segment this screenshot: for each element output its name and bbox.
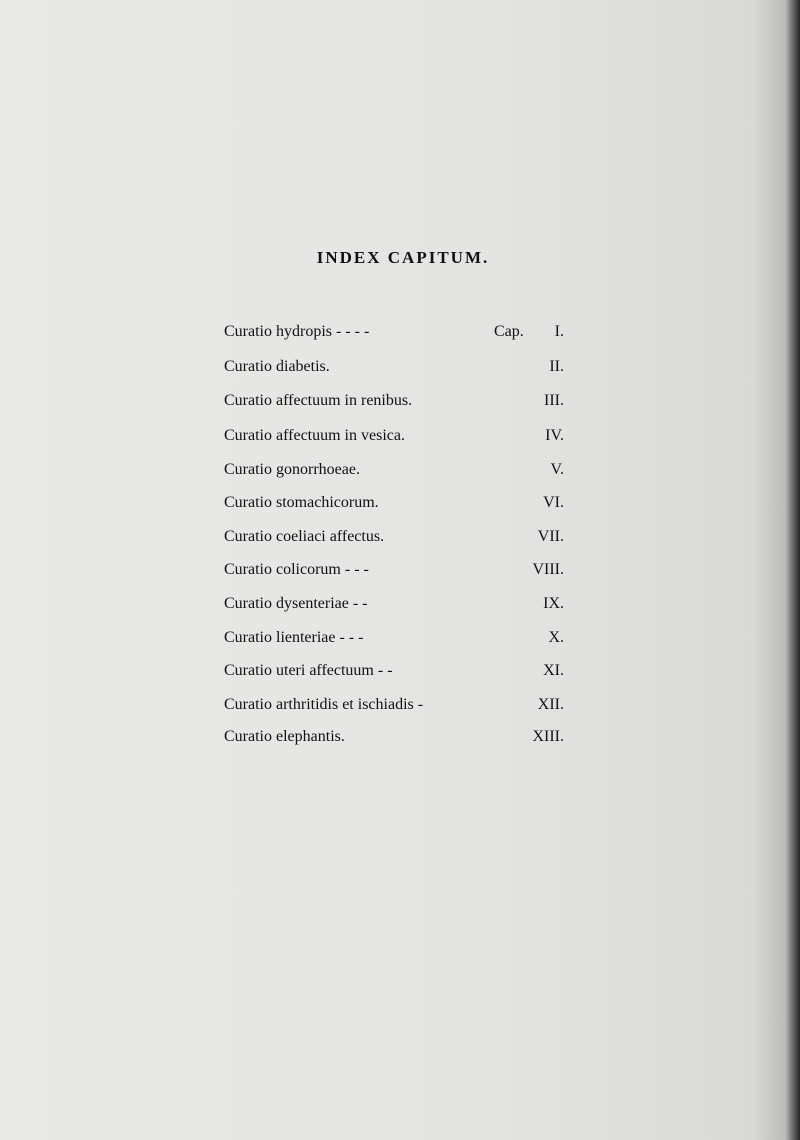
entry-label: Curatio arthritidis et ischiadis - [224, 696, 424, 713]
index-entry [224, 558, 574, 582]
entry-label: Curatio uteri affectuum - - [224, 662, 393, 679]
index-entry [224, 389, 574, 413]
chapter-number: VIII. [532, 561, 564, 578]
entry-label: Curatio affectuum in vesica. [224, 427, 405, 444]
chapter-number: X. [548, 629, 564, 646]
chapter-number: VI. [543, 494, 564, 511]
entry-label: Curatio dysenteriae - - [224, 595, 368, 612]
index-entry [224, 592, 574, 616]
cap-label: Cap. [494, 323, 524, 340]
chapter-number: VII. [537, 528, 564, 545]
entry-label: Curatio colicorum - - - [224, 561, 369, 578]
entry-label: Curatio stomachicorum. [224, 494, 379, 511]
page-title: INDEX CAPITUM. [316, 248, 490, 267]
index-entry [224, 424, 574, 448]
index-entry [224, 458, 574, 482]
entry-label: Curatio gonorrhoeae. [224, 461, 360, 478]
chapter-number: XII. [537, 696, 564, 713]
chapter-number: XI. [543, 662, 564, 679]
index-entry [224, 659, 574, 683]
index-entry [224, 320, 574, 344]
chapter-number: II. [549, 358, 564, 375]
index-entry [224, 725, 574, 749]
index-entry [224, 626, 574, 650]
index-entry [224, 355, 574, 379]
entry-label: Curatio diabetis. [224, 358, 330, 375]
chapter-number: V. [550, 461, 564, 478]
entry-label: Curatio elephantis. [224, 728, 345, 745]
index-entry [224, 525, 574, 549]
chapter-number: IX. [543, 595, 564, 612]
entry-label: Curatio hydropis - - - - [224, 323, 370, 340]
entry-label: Curatio coeliaci affectus. [224, 528, 385, 545]
index-entry [224, 491, 574, 515]
chapter-number: I. [554, 323, 564, 340]
chapter-number: III. [544, 392, 564, 409]
entry-label: Curatio affectuum in renibus. [224, 392, 413, 409]
index-entry [224, 693, 574, 717]
page-edge-shadow [786, 0, 800, 1140]
entry-label: Curatio lienteriae - - - [224, 629, 364, 646]
chapter-number: XIII. [532, 728, 564, 745]
chapter-number: IV. [545, 427, 564, 444]
